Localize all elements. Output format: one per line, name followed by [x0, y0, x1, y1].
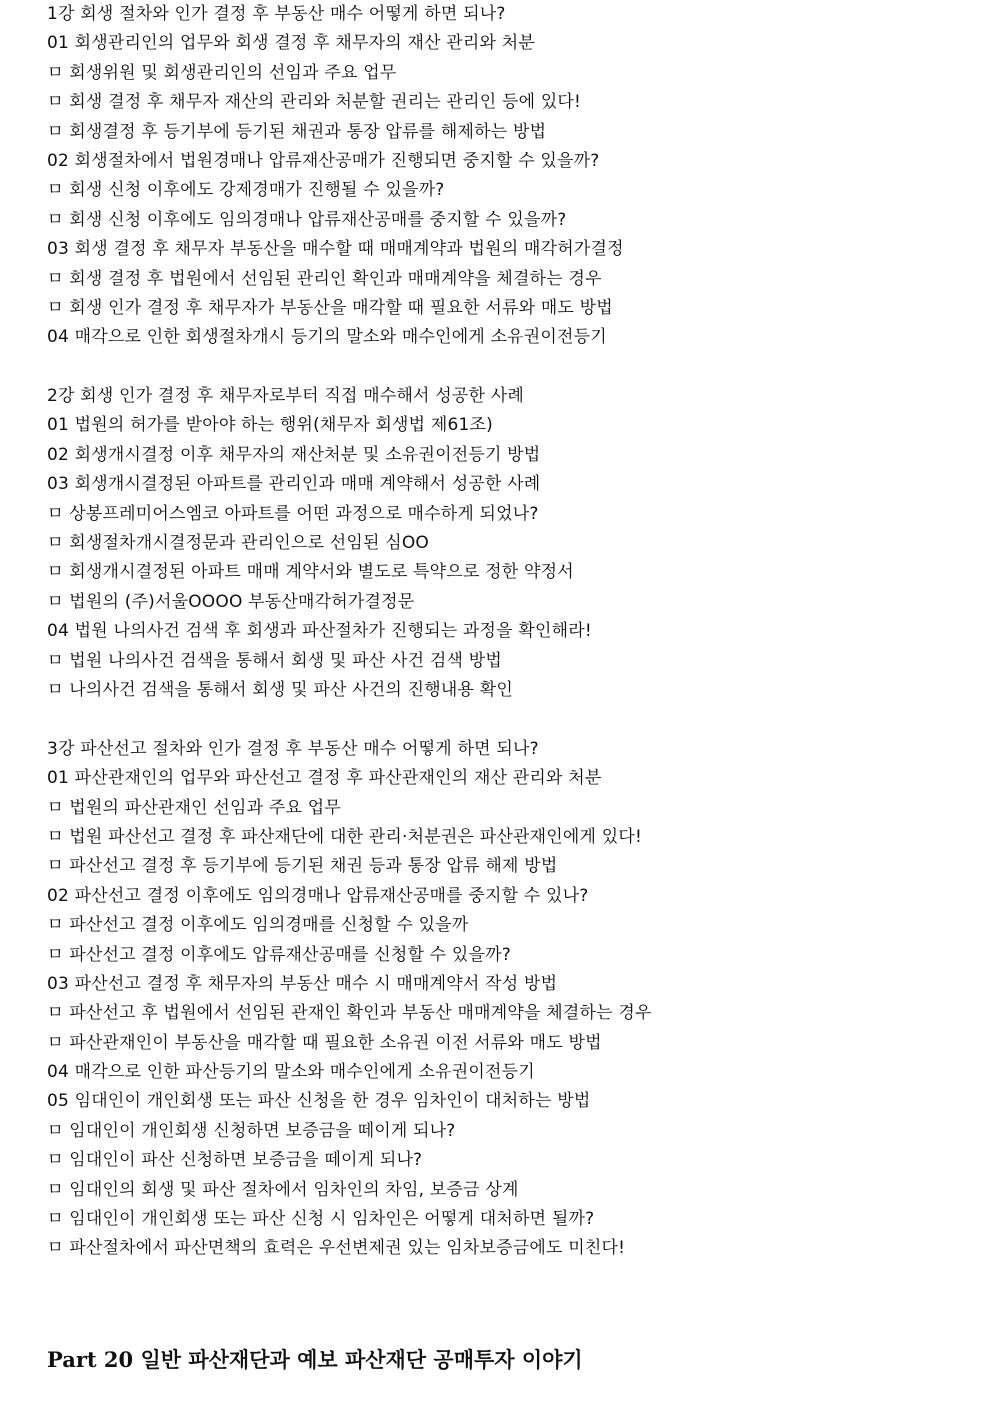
sub-item: ㅁ 상봉프레미어스엠코 아파트를 어떤 과정으로 매수하게 되었나? — [47, 503, 539, 524]
sub-item: ㅁ 임대인이 파산 신청하면 보증금을 떼이게 되나? — [47, 1150, 423, 1171]
sub-item: ㅁ 회생 결정 후 채무자 재산의 관리와 처분할 권리는 관리인 등에 있다! — [47, 92, 582, 113]
sub-item: ㅁ 법원의 (주)서울OOOO 부동산매각허가결정문 — [47, 591, 415, 612]
chapter-item: 02 회생절차에서 법원경매나 압류재산공매가 진행되면 중지할 수 있을까? — [47, 150, 600, 171]
sub-item: ㅁ 임대인이 개인회생 신청하면 보증금을 떼이게 되나? — [47, 1120, 456, 1141]
chapter-item: 04 법원 나의사건 검색 후 회생과 파산절차가 진행되는 과정을 확인해라! — [47, 621, 592, 642]
sub-item: ㅁ 법원 나의사건 검색을 통해서 회생 및 파산 사건 검색 방법 — [47, 650, 502, 671]
part-title: Part 20 일반 파산재단과 예보 파산재단 공매투자 이야기 — [47, 1347, 583, 1372]
sub-item: ㅁ 회생 인가 결정 후 채무자가 부동산을 매각할 때 필요한 서류와 매도 방법 — [47, 297, 613, 318]
sub-item: ㅁ 파산선고 결정 후 등기부에 등기된 채권 등과 통장 압류 해제 방법 — [47, 856, 558, 877]
sub-item: ㅁ 임대인의 회생 및 파산 절차에서 임차인의 차임, 보증금 상계 — [47, 1179, 519, 1200]
sub-item: ㅁ 회생절차개시결정문과 관리인으로 선임된 심OO — [47, 533, 430, 554]
sub-item: ㅁ 파산선고 결정 이후에도 임의경매를 신청할 수 있을까 — [47, 915, 469, 936]
chapter-item: 04 매각으로 인한 회생절차개시 등기의 말소와 매수인에게 소유권이전등기 — [47, 327, 607, 348]
sub-item: ㅁ 회생 신청 이후에도 강제경매가 진행될 수 있을까? — [47, 180, 445, 201]
section-lecture-1 — [47, 0, 967, 353]
sub-item: ㅁ 나의사건 검색을 통해서 회생 및 파산 사건의 진행내용 확인 — [47, 679, 513, 700]
section-lecture-3 — [47, 735, 967, 1264]
sub-item: ㅁ 회생결정 후 등기부에 등기된 채권과 통장 압류를 해제하는 방법 — [47, 121, 547, 142]
sub-item: ㅁ 파산절차에서 파산면책의 효력은 우선변제권 있는 임차보증금에도 미친다! — [47, 1238, 626, 1259]
lecture-heading: 2강 회생 인가 결정 후 채무자로부터 직접 매수해서 성공한 사례 — [47, 386, 524, 407]
sub-item: ㅁ 법원 파산선고 결정 후 파산재단에 대한 관리·처분권은 파산관재인에게 있다! — [47, 826, 642, 847]
sub-item: ㅁ 회생개시결정된 아파트 매매 계약서와 별도로 특약으로 정한 약정서 — [47, 562, 574, 583]
chapter-item: 03 파산선고 결정 후 채무자의 부동산 매수 시 매매계약서 작성 방법 — [47, 973, 558, 994]
sub-item: ㅁ 회생 신청 이후에도 임의경매나 압류재산공매를 중지할 수 있을까? — [47, 209, 567, 230]
sub-item: ㅁ 임대인이 개인회생 또는 파산 신청 시 임차인은 어떻게 대처하면 될까? — [47, 1209, 595, 1230]
lecture-heading: 3강 파산선고 절차와 인가 결정 후 부동산 매수 어떻게 하면 되나? — [47, 738, 539, 759]
chapter-item: 01 법원의 허가를 받아야 하는 행위(채무자 회생법 제61조) — [47, 415, 494, 436]
sub-item: ㅁ 파산선고 결정 이후에도 압류재산공매를 신청할 수 있을까? — [47, 944, 511, 965]
sub-item: ㅁ 법원의 파산관재인 선임과 주요 업무 — [47, 797, 341, 818]
document-body — [47, 0, 967, 1264]
chapter-item: 04 매각으로 인한 파산등기의 말소와 매수인에게 소유권이전등기 — [47, 1062, 535, 1083]
sub-item: ㅁ 파산관재인이 부동산을 매각할 때 필요한 소유권 이전 서류와 매도 방법 — [47, 1032, 602, 1053]
lecture-heading: 1강 회생 절차와 인가 결정 후 부동산 매수 어떻게 하면 되나? — [47, 4, 506, 24]
sub-item: ㅁ 회생위원 및 회생관리인의 선임과 주요 업무 — [47, 62, 397, 83]
chapter-item: 05 임대인이 개인회생 또는 파산 신청을 한 경우 임차인이 대처하는 방법 — [47, 1091, 591, 1112]
sub-item: ㅁ 회생 결정 후 법원에서 선임된 관리인 확인과 매매계약을 체결하는 경우 — [47, 268, 602, 289]
section-lecture-2 — [47, 382, 967, 705]
sub-item: ㅁ 파산선고 후 법원에서 선임된 관재인 확인과 부동산 매매계약을 체결하는 경우 — [47, 1003, 652, 1024]
chapter-item: 03 회생개시결정된 아파트를 관리인과 매매 계약해서 성공한 사례 — [47, 474, 541, 495]
chapter-item: 01 회생관리인의 업무와 회생 결정 후 채무자의 재산 관리와 처분 — [47, 33, 536, 54]
chapter-item: 02 파산선고 결정 이후에도 임의경매나 압류재산공매를 중지할 수 있나? — [47, 885, 589, 906]
chapter-item: 01 파산관재인의 업무와 파산선고 결정 후 파산관재인의 재산 관리와 처분 — [47, 768, 602, 789]
chapter-item: 02 회생개시결정 이후 채무자의 재산처분 및 소유권이전등기 방법 — [47, 444, 541, 465]
chapter-item: 03 회생 결정 후 채무자 부동산을 매수할 때 매매계약과 법원의 매각허가결정 — [47, 239, 624, 260]
